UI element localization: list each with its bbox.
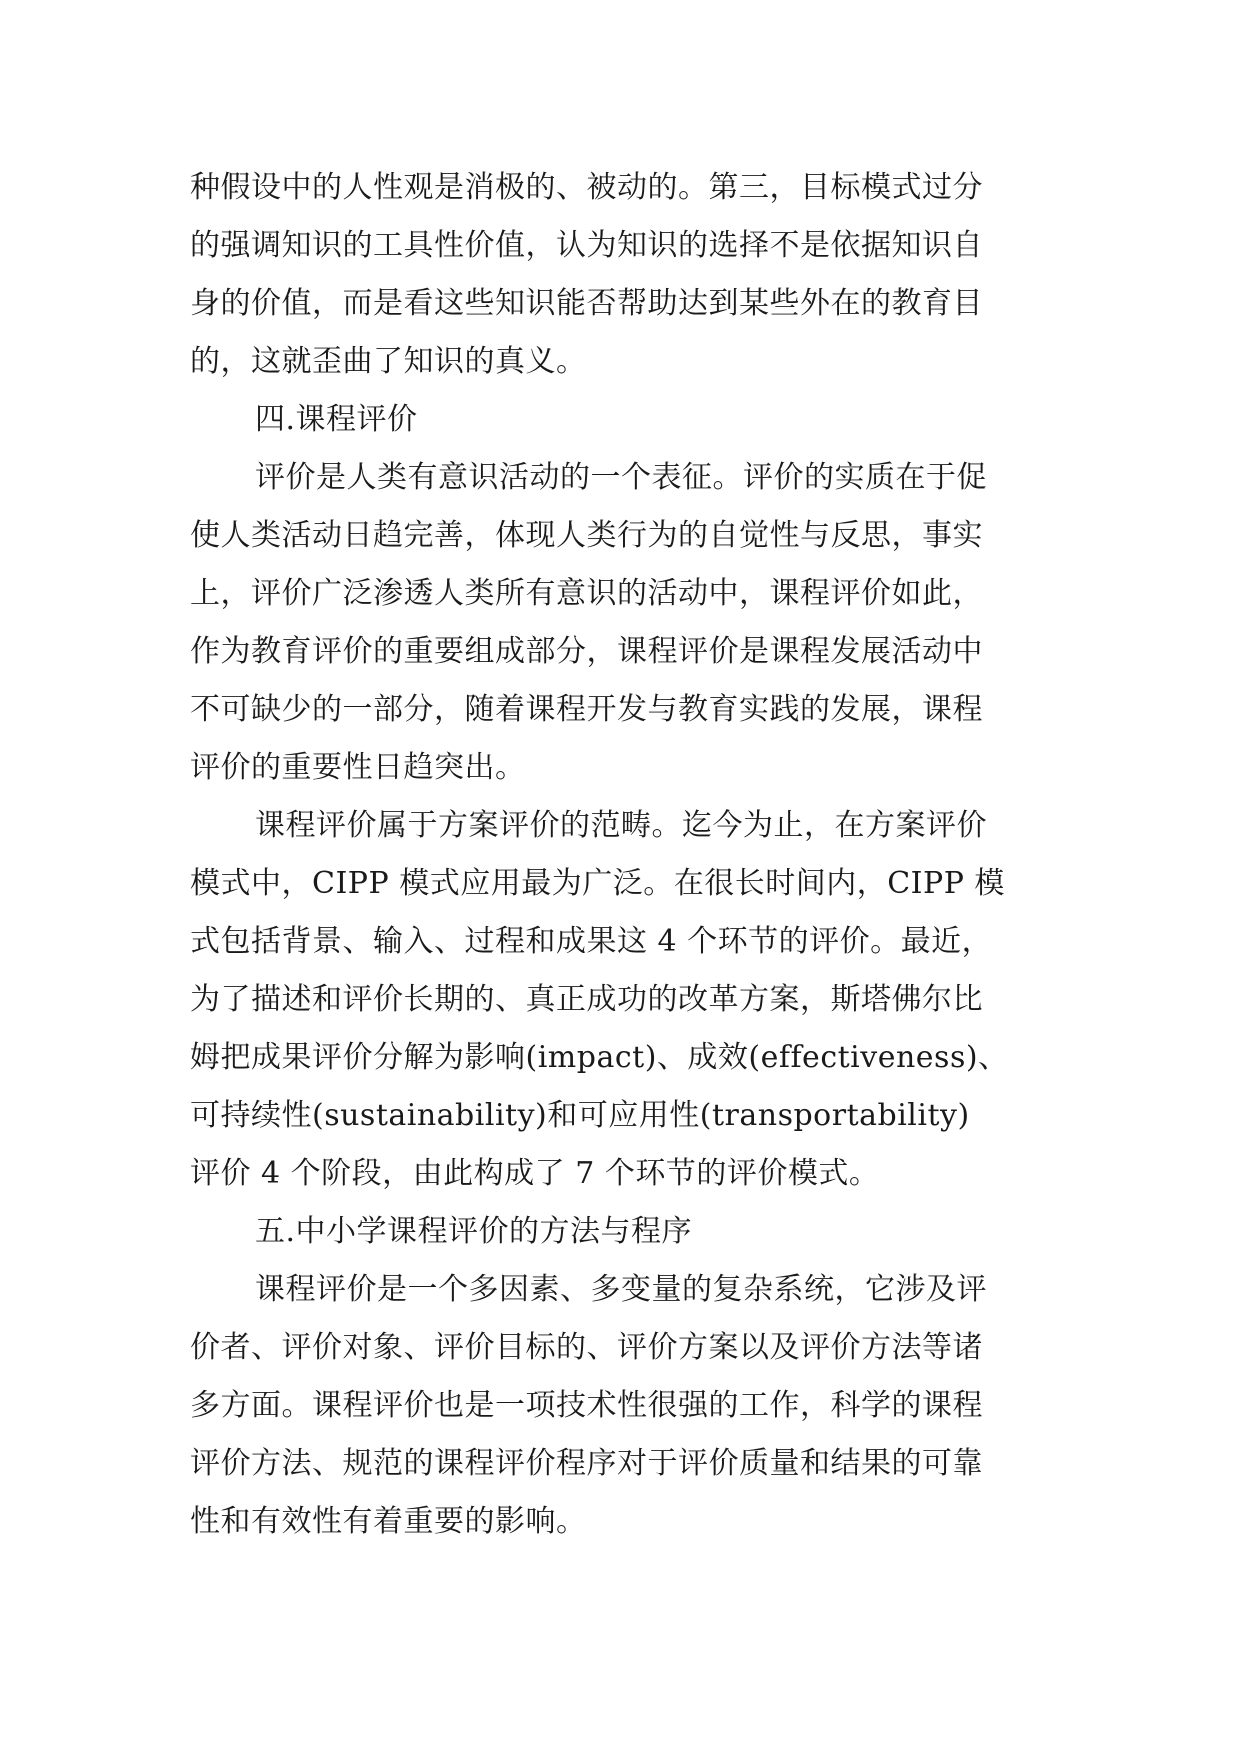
text-line: 价者、评价对象、评价目标的、评价方案以及评价方法等诸 xyxy=(190,1330,983,1365)
text-line: 种假设中的人性观是消极的、被动的。第三，目标模式过分 xyxy=(190,170,983,205)
text-line: 模式中，CIPP 模式应用最为广泛。在很长时间内，CIPP 模 xyxy=(190,866,1005,901)
text-line: 性和有效性有着重要的影响。 xyxy=(190,1504,587,1539)
text-line: 课程评价属于方案评价的范畴。迄今为止，在方案评价 xyxy=(255,808,987,843)
text-line: 评价方法、规范的课程评价程序对于评价质量和结果的可靠 xyxy=(190,1446,983,1481)
text-line: 使人类活动日趋完善，体现人类行为的自觉性与反思，事实 xyxy=(190,518,983,553)
text-line: 课程评价是一个多因素、多变量的复杂系统，它涉及评 xyxy=(255,1272,987,1307)
text-line: 评价是人类有意识活动的一个表征。评价的实质在于促 xyxy=(255,460,987,495)
text-line: 为了描述和评价长期的、真正成功的改革方案，斯塔佛尔比 xyxy=(190,982,983,1017)
text-line: 不可缺少的一部分，随着课程开发与教育实践的发展，课程 xyxy=(190,692,983,727)
text-line: 姆把成果评价分解为影响(impact)、成效(effectiveness)、 xyxy=(190,1040,1009,1075)
text-line: 的，这就歪曲了知识的真义。 xyxy=(190,344,587,379)
text-line: 评价 4 个阶段，由此构成了 7 个环节的评价模式。 xyxy=(190,1156,880,1191)
section-heading: 五.中小学课程评价的方法与程序 xyxy=(255,1214,693,1249)
text-line: 身的价值，而是看这些知识能否帮助达到某些外在的教育目 xyxy=(190,286,983,321)
section-heading: 四.课程评价 xyxy=(255,402,418,437)
text-line: 评价的重要性日趋突出。 xyxy=(190,750,526,785)
text-line: 式包括背景、输入、过程和成果这 4 个环节的评价。最近， xyxy=(190,924,993,959)
text-line: 作为教育评价的重要组成部分，课程评价是课程发展活动中 xyxy=(190,634,983,669)
text-line: 的强调知识的工具性价值，认为知识的选择不是依据知识自 xyxy=(190,228,983,263)
text-line: 上，评价广泛渗透人类所有意识的活动中，课程评价如此， xyxy=(190,576,983,611)
text-line: 可持续性(sustainability)和可应用性(transportability) xyxy=(190,1098,970,1133)
text-line: 多方面。课程评价也是一项技术性很强的工作，科学的课程 xyxy=(190,1388,983,1423)
